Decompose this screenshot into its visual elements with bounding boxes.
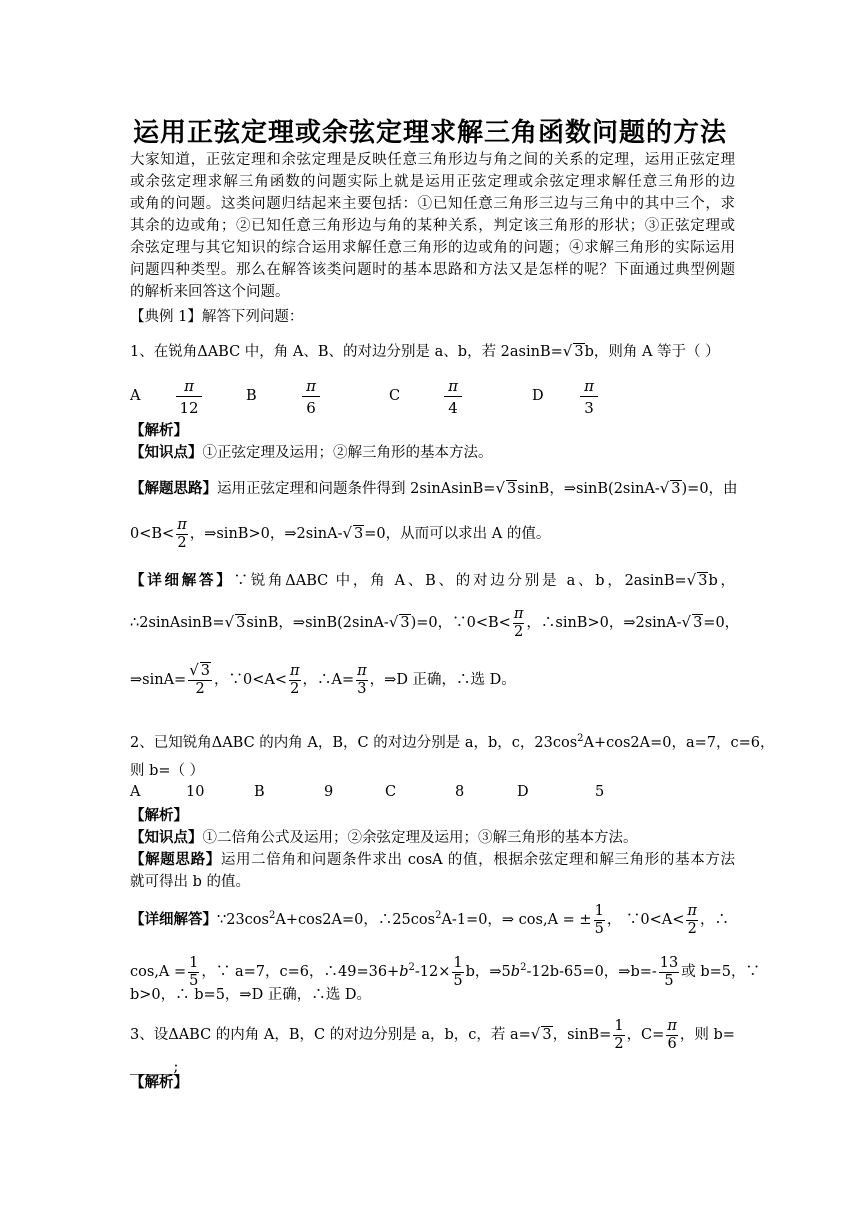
q2-detail-line-2: cos,A = $\frac{1}{5}$ ，∵ a=7，c=6，$\therefore 49=36+b^2-12\times$ $\frac{1}{5}$ b，$\Rightarrow 5b^2-12b-65=0$，⇒b=- $\frac{13}{5}$ 或 b=5，∵ <box>130 954 761 989</box>
q1-option-a-letter: A <box>130 388 141 404</box>
q1-option-c-fraction: π 4 <box>444 376 462 419</box>
q2-option-c-value: 8 <box>455 784 465 800</box>
q2-option-b-value: 9 <box>324 784 334 800</box>
q2-option-d-value: 5 <box>595 784 605 800</box>
q1-idea-line-2: 0<B< $\frac{\pi}{2}$ ，⇒sinB>0，⇒2sinA-√ 3=0，从而可以求出 A 的值。 <box>130 516 551 551</box>
q2-option-b-letter: B <box>254 784 265 800</box>
q1-option-b-letter: B <box>246 388 257 404</box>
q1-knowledge-point: 【知识点】①正弦定理及运用；②解三角形的基本方法。 <box>130 444 493 461</box>
intro-line-3: 或角的问题。这类问题归结起来主要包括：①已知任意三角形三边与三角中的其中三个，求 <box>130 196 735 212</box>
q1-detail-line-2: ∴2sinAsinB=√ 3sinB，⇒sinB(2sinA-√ 3)=0，∵0<B< $\frac{\pi}{2}$ ，∴sinB>0，⇒2sinA-√ 3=0， <box>130 605 740 640</box>
q1-option-d-fraction: π 3 <box>580 376 598 419</box>
q3-stem-line-2: ______; <box>130 1059 179 1075</box>
page-title: 运用正弦定理或余弦定理求解三角函数问题的方法 <box>132 118 727 148</box>
intro-line-1: 大家知道，正弦定理和余弦定理是反映任意三角形边与角之间的关系的定理，运用正弦定理 <box>130 152 735 168</box>
q2-idea-line-2: 就可得出 b 的值。 <box>130 874 250 890</box>
q1-stem: 1、在锐角ΔABC 中，角 A、B、的对边分别是 a、b，若 2asinB=√ 3b，则角 A 等于（ ） <box>130 342 720 360</box>
q1-detail-line-3: ⇒sinA= $\frac{√ 3}{2}$ ，∵0<A< $\frac{\pi}{2}$ ，∴A= $\frac{\pi}{3}$ ，⇒D 正确，∴选 D。 <box>130 661 516 697</box>
q1-option-d-letter: D <box>532 388 544 404</box>
example-header: 【典例 1】解答下列问题： <box>130 309 304 325</box>
q3-stem-line-1: 3、设ΔABC 的内角 A，B，C 的对边分别是 a，b，c，若 a=√ 3，sinB= $\frac{1}{2}$ ，C= $\frac{\pi}{6}$ ，则 b= <box>130 1017 735 1052</box>
intro-line-2: 或余弦定理求解三角函数的问题实际上就是运用正弦定理或余弦定理求解任意三角形的边 <box>130 174 735 190</box>
q1-option-c-letter: C <box>389 388 401 404</box>
q2-knowledge-point: 【知识点】①二倍角公式及运用；②余弦定理及运用；③解三角形的基本方法。 <box>130 829 638 846</box>
q2-stem-line-2: 则 b=（ ） <box>130 763 205 779</box>
q2-detail-line-1: 【详细解答】$\because 23\cos^2A+\cos 2A=0$，$\therefore 25\cos^2A-1=0$，⇒ cos,A = ± $\frac{1}{5}$ ， ∵0<A< $\frac{\pi}{2}$ ，∴ <box>130 902 729 937</box>
q1-idea-line-1: 【解题思路】运用正弦定理和问题条件得到 2sinAsinB=√ 3sinB，⇒sinB(2sinA-√ 3)=0，由 <box>130 479 738 497</box>
intro-line-7: 的解析来回答这个问题。 <box>130 284 290 300</box>
q2-stem-line-1: 2、已知锐角ΔABC 的内角 A，B，C 的对边分别是 a，b，c，$23\cos^2A+\cos 2A=0$，a=7，c=6， <box>130 733 775 751</box>
q1-detail-line-1: 【详细解答】∵锐角ΔABC 中，角 A、B、的对边分别是 a、b，2asinB=√ 3b， <box>130 571 735 589</box>
q2-option-a-value: 10 <box>186 784 205 800</box>
q2-detail-line-3: b>0，∴ b=5，⇒D 正确，∴选 D。 <box>130 987 372 1003</box>
q1-option-a-fraction: π 12 <box>176 376 202 419</box>
q1-option-b-fraction: π 6 <box>302 376 320 419</box>
q1-analysis-label: 【解析】 <box>130 422 188 439</box>
q2-option-c-letter: C <box>385 784 397 800</box>
q2-analysis-label: 【解析】 <box>130 807 188 824</box>
q2-option-d-letter: D <box>517 784 529 800</box>
intro-line-6: 问题四种类型。那么在解答该类问题时的基本思路和方法又是怎样的呢？下面通过典型例题 <box>130 262 735 278</box>
intro-line-5: 余弦定理与其它知识的综合运用求解任意三角形的边或角的问题；④求解三角形的实际运用 <box>130 240 735 256</box>
q2-option-a-letter: A <box>130 784 141 800</box>
q3-analysis-label: 【解析】 <box>130 1074 188 1091</box>
q2-idea-line-1: 【解题思路】运用二倍角和问题条件求出 cosA 的值，根据余弦定理和解三角形的基本方法 <box>130 851 735 868</box>
intro-line-4: 其余的边或角；②已知任意三角形边与角的某种关系，判定该三角形的形状；③正弦定理或 <box>130 218 735 234</box>
